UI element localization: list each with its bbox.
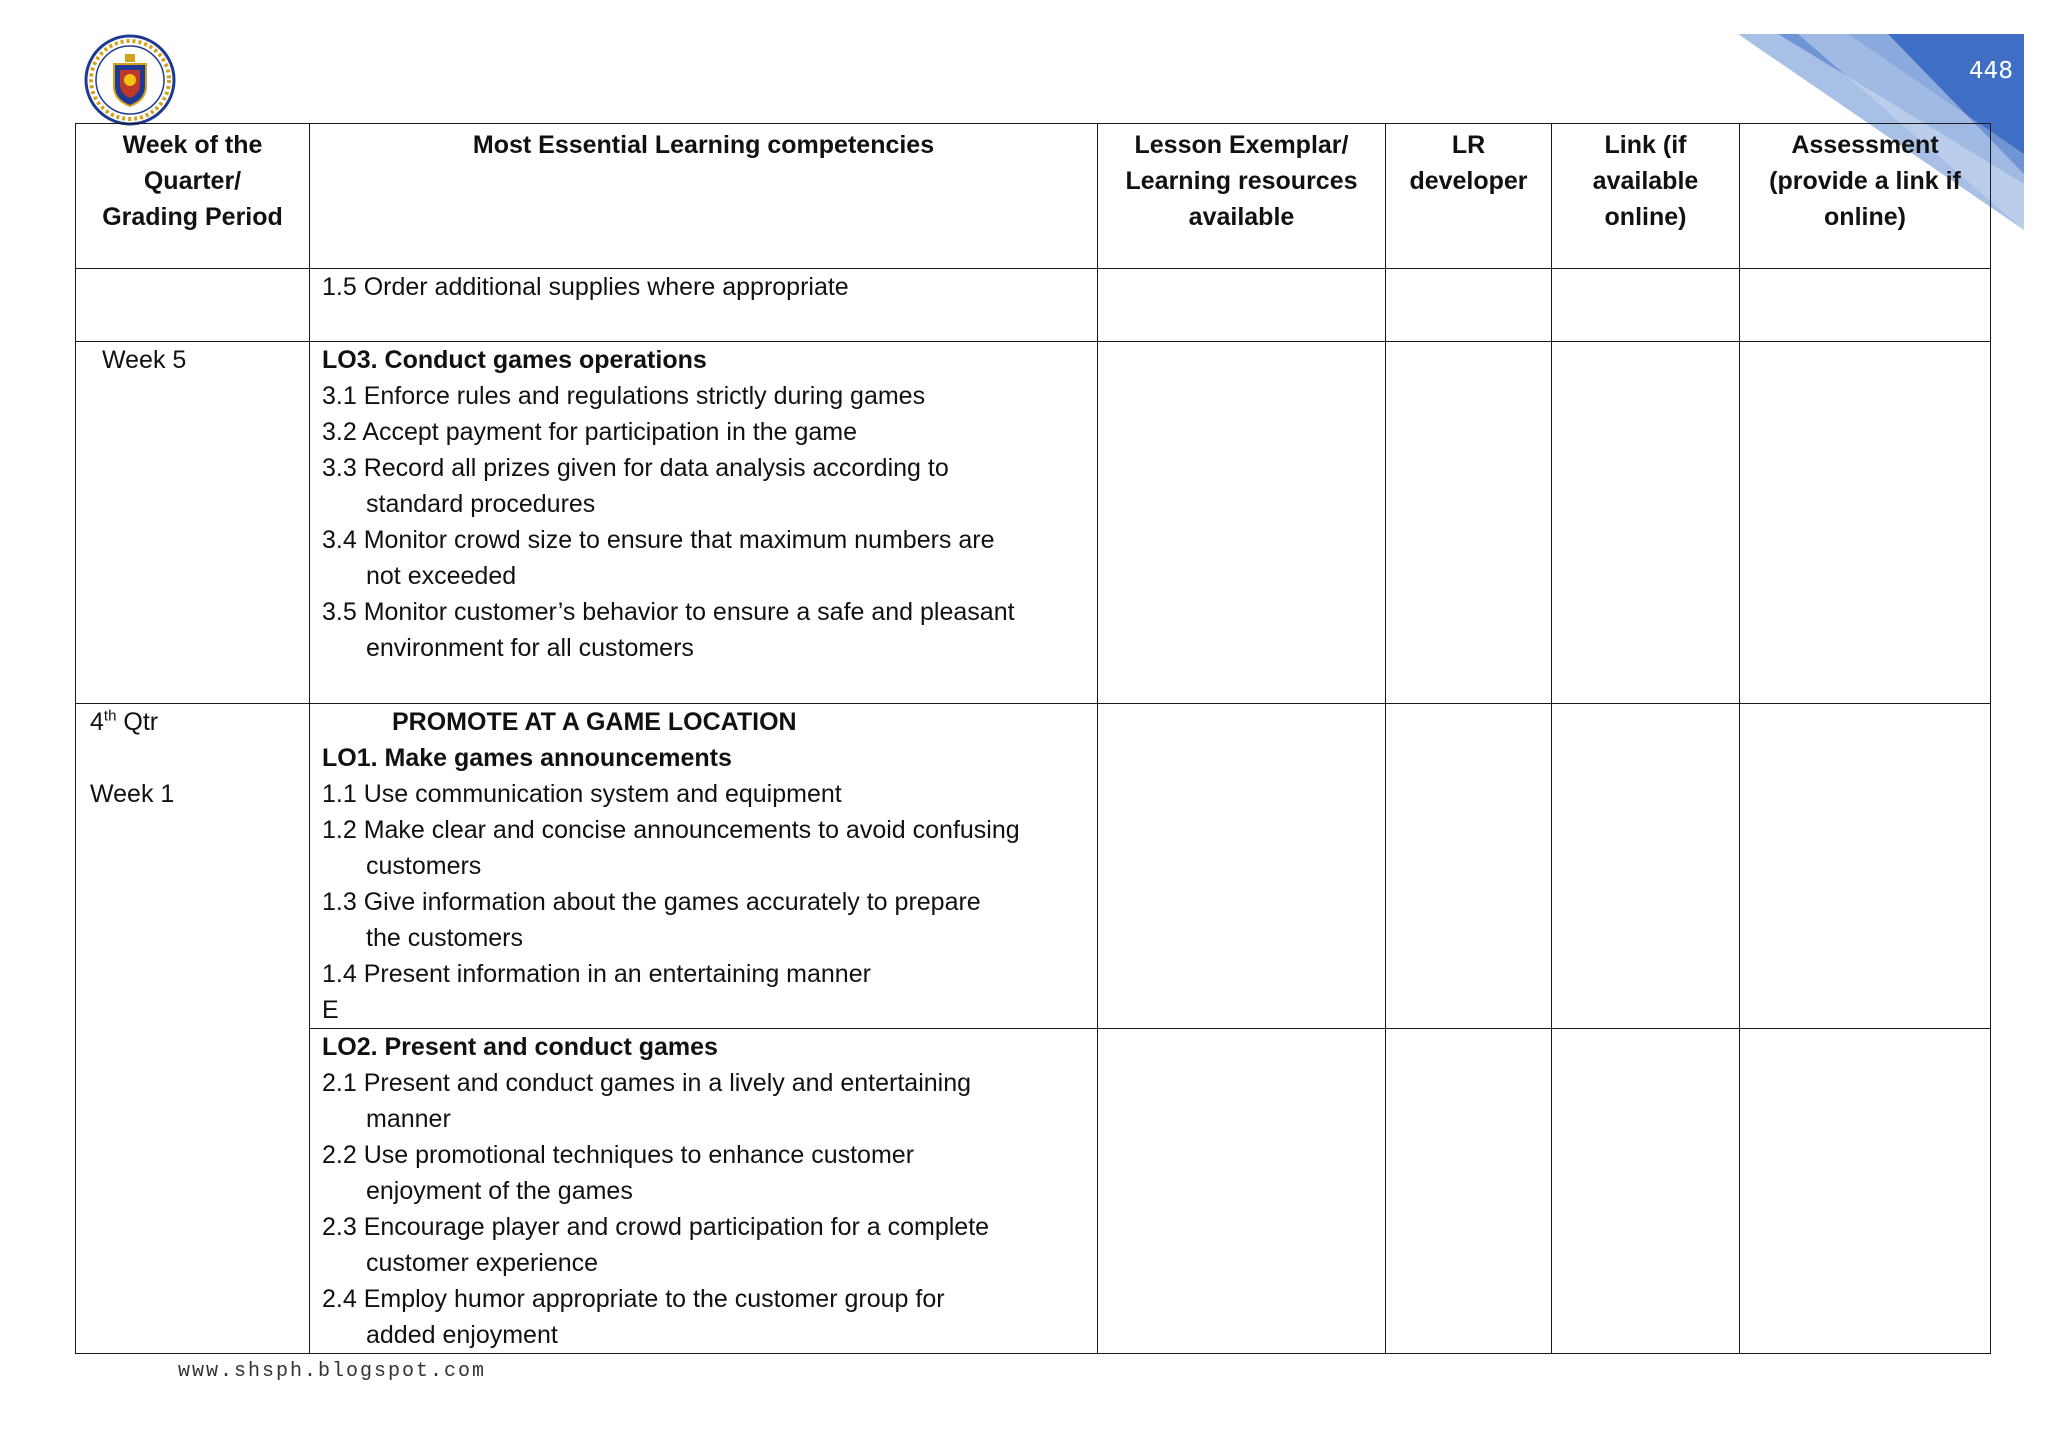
empty-cell: [1552, 1029, 1740, 1354]
empty-cell: [1386, 269, 1552, 342]
competency-item-continued: customers: [366, 852, 482, 880]
empty-cell: [1552, 704, 1740, 1029]
competency-item: 1.5 Order additional supplies where appropriate: [322, 273, 849, 301]
competency-item: 1.1 Use communication system and equipment: [322, 780, 842, 808]
competency-item: 3.5 Monitor customer’s behavior to ensure a safe and pleasant: [322, 598, 1015, 626]
competency-item-continued: customer experience: [366, 1249, 599, 1277]
competency-item: 2.2 Use promotional techniques to enhance customer: [322, 1141, 915, 1169]
empty-cell: [1740, 269, 1991, 342]
table-row: [76, 342, 1991, 704]
empty-cell: [1098, 269, 1386, 342]
table-row: [76, 269, 1991, 342]
header-week: Week of the Quarter/ Grading Period: [76, 124, 310, 269]
competency-cell: [310, 342, 1098, 704]
competency-item: 3.1 Enforce rules and regulations strictly during games: [322, 382, 926, 410]
competency-item-continued: added enjoyment: [366, 1321, 558, 1349]
empty-cell: [1098, 1029, 1386, 1354]
table-row: [76, 704, 1991, 1029]
lo-title: LO2. Present and conduct games: [322, 1033, 718, 1061]
deped-seal-logo: [84, 34, 176, 126]
week-label: Week 1: [90, 780, 175, 808]
header-link: Link (if available online): [1552, 124, 1740, 269]
empty-cell: [1098, 704, 1386, 1029]
lo-title: LO3. Conduct games operations: [322, 346, 707, 374]
header-lesson-exemplar: Lesson Exemplar/ Learning resources available: [1098, 124, 1386, 269]
table-header-row: [76, 124, 1991, 269]
competency-item-continued: not exceeded: [366, 562, 517, 590]
curriculum-table: [75, 123, 1991, 1354]
competency-item: 2.1 Present and conduct games in a lively and entertaining: [322, 1069, 972, 1097]
empty-cell: [1552, 342, 1740, 704]
header-lr-developer: LR developer: [1386, 124, 1552, 269]
stray-text: E: [322, 996, 339, 1024]
empty-cell: [1740, 342, 1991, 704]
competency-cell: [310, 269, 1098, 342]
competency-item-continued: manner: [366, 1105, 451, 1133]
week-cell: [76, 269, 310, 342]
competency-item: 1.4 Present information in an entertaining manner: [322, 960, 871, 988]
week-cell: Week 5: [76, 342, 310, 704]
empty-cell: [1740, 704, 1991, 1029]
header-competencies: Most Essential Learning competencies: [310, 124, 1098, 269]
lo-title: LO1. Make games announcements: [322, 744, 732, 772]
week-cell: [76, 704, 310, 1354]
competency-item: 3.3 Record all prizes given for data analysis according to: [322, 454, 949, 482]
competency-item: 3.2 Accept payment for participation in the game: [322, 418, 858, 446]
competency-item-continued: environment for all customers: [366, 634, 694, 662]
competency-item-continued: enjoyment of the games: [366, 1177, 633, 1205]
competency-item: 2.3 Encourage player and crowd participation for a complete: [322, 1213, 990, 1241]
empty-cell: [1386, 704, 1552, 1029]
empty-cell: [1552, 269, 1740, 342]
empty-cell: [1386, 1029, 1552, 1354]
competency-item: 1.2 Make clear and concise announcements to avoid confusing: [322, 816, 1020, 844]
header-assessment: Assessment (provide a link if online): [1740, 124, 1991, 269]
competency-cell: [310, 704, 1098, 1029]
competency-cell: [310, 1029, 1098, 1354]
page-number: 448: [1969, 58, 2013, 84]
quarter-label: 4th Qtr: [90, 707, 159, 736]
competency-item: 3.4 Monitor crowd size to ensure that maximum numbers are: [322, 526, 995, 554]
competency-item-continued: the customers: [366, 924, 524, 952]
footer-url: www.shsph.blogspot.com: [178, 1360, 487, 1383]
competency-item: 2.4 Employ humor appropriate to the customer group for: [322, 1285, 945, 1313]
competency-item: 1.3 Give information about the games accurately to prepare: [322, 888, 981, 916]
competency-item-continued: standard procedures: [366, 490, 596, 518]
empty-cell: [1098, 342, 1386, 704]
empty-cell: [1740, 1029, 1991, 1354]
table-row: [76, 1029, 1991, 1354]
section-title: PROMOTE AT A GAME LOCATION: [392, 708, 797, 736]
empty-cell: [1386, 342, 1552, 704]
